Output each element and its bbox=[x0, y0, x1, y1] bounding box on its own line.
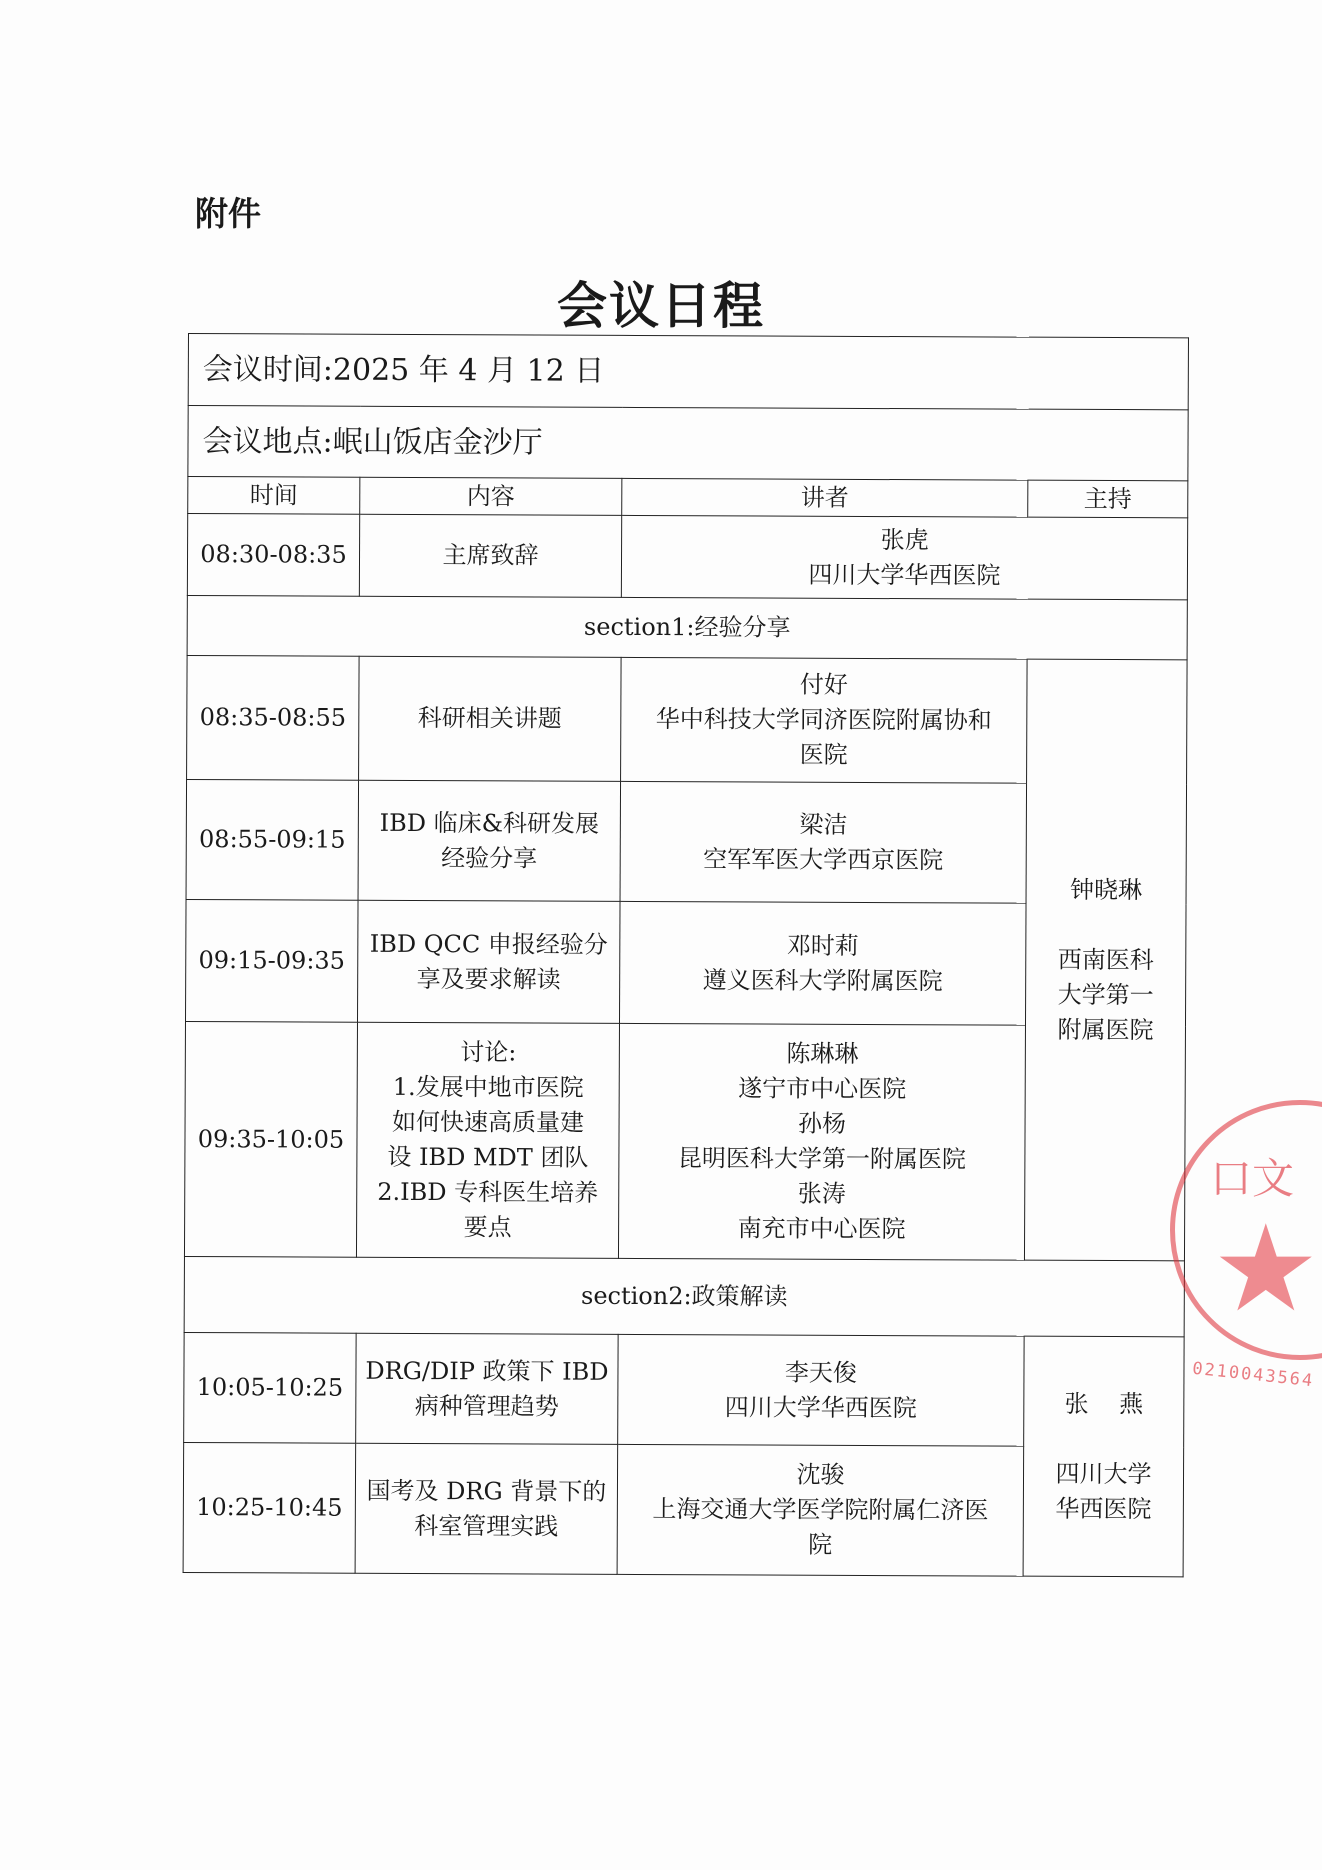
content-line: 病种管理趋势 bbox=[414, 1391, 559, 1421]
speaker-line: 付好 bbox=[799, 670, 849, 699]
time-cell: 10:25-10:45 bbox=[183, 1442, 356, 1573]
speaker-line: 陈琳琳 bbox=[786, 1039, 859, 1068]
speaker-line: 梁洁 bbox=[799, 810, 848, 839]
table-row bbox=[184, 1332, 1185, 1446]
content-line: DRG/DIP 政策下 IBD bbox=[365, 1356, 609, 1386]
speaker-line: 孙杨 bbox=[797, 1109, 847, 1138]
host-line: 钟晓琳 bbox=[1070, 875, 1143, 904]
content-line: 2.IBD 专科医生培养 bbox=[377, 1177, 599, 1207]
speaker-line: 四川大学华西医院 bbox=[724, 1392, 917, 1422]
content-line: 讨论: bbox=[460, 1038, 517, 1067]
content-line: 1.发展中地市医院 bbox=[392, 1072, 584, 1102]
speaker-line: 空军军医大学西京医院 bbox=[703, 844, 944, 874]
content-line: 科室管理实践 bbox=[414, 1511, 559, 1541]
speaker-cell bbox=[621, 657, 1028, 783]
host-line: 张 燕 bbox=[1064, 1389, 1144, 1418]
content-cell bbox=[356, 1022, 619, 1258]
speaker-line: 医院 bbox=[799, 740, 848, 769]
speaker-cell bbox=[619, 901, 1026, 1025]
content-line: 设 IBD MDT 团队 bbox=[387, 1142, 589, 1172]
content-line: 科研相关讲题 bbox=[417, 704, 562, 733]
speaker-line: 遵义医科大学附属医院 bbox=[702, 965, 943, 995]
host-line: 华西医院 bbox=[1055, 1494, 1152, 1523]
content-cell bbox=[359, 656, 622, 781]
content-line: 要点 bbox=[463, 1213, 512, 1242]
col-host-header: 主持 bbox=[1028, 480, 1188, 518]
schedule-table bbox=[183, 333, 1189, 1577]
time-cell: 10:05-10:25 bbox=[184, 1332, 356, 1443]
host-line: 四川大学 bbox=[1055, 1459, 1152, 1488]
content-line: 国考及 DRG 背景下的 bbox=[366, 1476, 607, 1506]
speaker-line: 南充市中心医院 bbox=[737, 1214, 906, 1244]
speaker-cell bbox=[618, 1334, 1024, 1446]
attachment-label: 附件 bbox=[195, 194, 261, 233]
content-line: 经验分享 bbox=[441, 843, 538, 873]
host-line: 大学第一 bbox=[1057, 980, 1154, 1009]
speaker-cell bbox=[621, 515, 1187, 599]
content-cell bbox=[358, 780, 621, 901]
content-cell: 主席致辞 bbox=[359, 514, 621, 597]
speaker-line: 昆明医科大学第一附属医院 bbox=[677, 1144, 966, 1174]
speaker-line: 院 bbox=[808, 1530, 833, 1559]
speaker-line: 上海交通大学医学院附属仁济医 bbox=[652, 1495, 989, 1525]
content-line: IBD 临床&科研发展 bbox=[379, 808, 600, 838]
seal-star-icon: ★ bbox=[1212, 1200, 1320, 1339]
speaker-name: 张虎 bbox=[880, 525, 929, 554]
speaker-line: 张涛 bbox=[797, 1179, 846, 1208]
meeting-place: 会议地点:岷山饭店金沙厅 bbox=[188, 406, 1188, 481]
time-cell: 08:55-09:15 bbox=[186, 779, 359, 900]
speaker-cell bbox=[618, 1023, 1025, 1260]
speaker-cell bbox=[617, 1444, 1024, 1576]
speaker-line: 李天俊 bbox=[784, 1358, 858, 1387]
seal-text: 口文 bbox=[1210, 1154, 1295, 1203]
section1-title: section1:经验分享 bbox=[187, 595, 1187, 659]
time-cell: 08:35-08:55 bbox=[187, 655, 360, 780]
speaker-line: 遂宁市中心医院 bbox=[738, 1074, 907, 1104]
time-cell: 08:30-08:35 bbox=[187, 514, 359, 597]
section2-title: section2:政策解读 bbox=[184, 1256, 1184, 1336]
header-row bbox=[188, 477, 1188, 518]
host-line: 附属医院 bbox=[1057, 1015, 1154, 1044]
col-content-header: 内容 bbox=[360, 477, 622, 515]
host-line: 西南医科 bbox=[1057, 945, 1154, 974]
time-cell: 09:35-10:05 bbox=[184, 1021, 357, 1257]
content-line: IBD QCC 申报经验分 bbox=[369, 929, 608, 959]
content-cell bbox=[356, 1333, 618, 1444]
seal-number: 0210043564 bbox=[1191, 1358, 1316, 1392]
content-line: 享及要求解读 bbox=[416, 964, 561, 994]
speaker-affiliation: 四川大学华西医院 bbox=[808, 560, 1001, 590]
speaker-cell bbox=[620, 781, 1027, 903]
content-cell bbox=[355, 1443, 618, 1574]
content-line: 如何快速高质量建 bbox=[391, 1107, 585, 1137]
speaker-line: 沈骏 bbox=[796, 1460, 845, 1489]
time-cell: 09:15-09:35 bbox=[185, 899, 358, 1022]
speaker-line: 华中科技大学同济医院附属协和 bbox=[655, 705, 992, 735]
host-line bbox=[1028, 1421, 1179, 1457]
col-time-header: 时间 bbox=[188, 477, 360, 515]
page-title: 会议日程 bbox=[557, 277, 765, 335]
speaker-line: 邓时莉 bbox=[786, 931, 859, 960]
meeting-time: 会议时间:2025 年 4 月 12 日 bbox=[188, 334, 1188, 410]
table-row bbox=[187, 655, 1188, 783]
col-speaker-header: 讲者 bbox=[622, 478, 1028, 517]
host-cell-section1 bbox=[1024, 659, 1187, 1261]
host-cell-section2 bbox=[1023, 1336, 1184, 1577]
content-cell bbox=[357, 900, 620, 1023]
host-line bbox=[1030, 907, 1181, 943]
table-row bbox=[187, 514, 1187, 600]
